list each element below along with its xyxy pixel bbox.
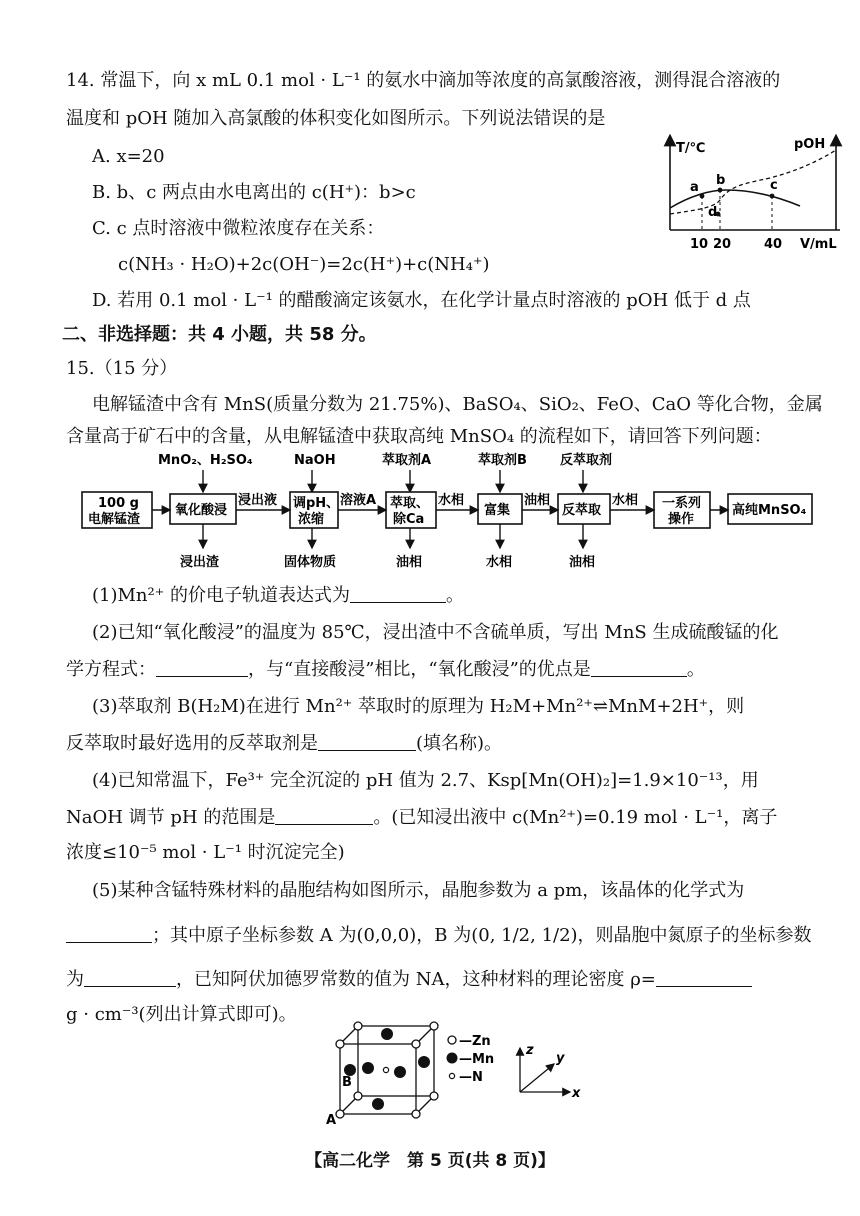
flow-out-solid: 固体物质 bbox=[284, 555, 337, 570]
answer-blank-4[interactable] bbox=[275, 804, 373, 825]
q15-header: 15.（15 分） bbox=[66, 358, 178, 379]
graph-y-left-label: T/℃ bbox=[676, 141, 706, 156]
titration-graph bbox=[660, 134, 852, 258]
flow-box-concentrate: 浓缩 bbox=[298, 512, 325, 527]
flow-out-oil-1: 油相 bbox=[396, 555, 423, 570]
q15-part3-line1: (3)萃取剂 B(H₂M)在进行 Mn²⁺ 萃取时的原理为 H₂M+Mn²⁺⇌MnM+2H⁺，则 bbox=[92, 696, 745, 717]
q15-part4-line2: NaOH 调节 pH 的范围是 。(已知浸出液中 c(Mn²⁺)=0.19 mol · L⁻¹，离子 bbox=[66, 804, 777, 831]
answer-blank-5a[interactable] bbox=[66, 922, 152, 943]
flow-box-product: 高纯MnSO₄ bbox=[732, 503, 807, 518]
graph-x-label: V/mL bbox=[800, 237, 837, 252]
q14-option-c-equation: c(NH₃ · H₂O)+2c(OH⁻)=2c(H⁺)+c(NH₄⁺) bbox=[118, 254, 490, 275]
q14-option-d: D. 若用 0.1 mol · L⁻¹ 的醋酸滴定该氨水，在化学计量点时溶液的 pOH 低于 d 点 bbox=[92, 290, 751, 311]
q15-part4-line3: 浓度≤10⁻⁵ mol · L⁻¹ 时沉淀完全) bbox=[66, 842, 345, 863]
cell-label-b: B bbox=[342, 1075, 352, 1090]
reagent-mno2-h2so4: MnO₂、H₂SO₄ bbox=[158, 453, 253, 468]
flow-arrow-aqueous-2: 水相 bbox=[612, 493, 639, 508]
flow-out-oil-2: 油相 bbox=[569, 555, 596, 570]
axis-z: z bbox=[526, 1043, 534, 1058]
flow-box-remove-ca: 除Ca bbox=[393, 512, 425, 527]
flow-arrow-aqueous-1: 水相 bbox=[438, 493, 465, 508]
q14-stem-line2: 温度和 pOH 随加入高氯酸的体积变化如图所示。下列说法错误的是 bbox=[66, 108, 606, 129]
legend-zn: —Zn bbox=[459, 1034, 491, 1049]
q14-option-a: A. x=20 bbox=[92, 146, 165, 167]
flow-box-oxidative-leach: 氧化酸浸 bbox=[175, 503, 228, 518]
answer-blank-5c[interactable] bbox=[656, 966, 752, 987]
flow-arrow-solution-a: 溶液A bbox=[340, 493, 377, 508]
flow-box-adjust-ph: 调pH、 bbox=[293, 496, 340, 511]
q15-part5-line4: g · cm⁻³(列出计算式即可)。 bbox=[66, 1004, 297, 1025]
flow-start-line2: 电解锰渣 bbox=[88, 512, 141, 527]
flow-out-aqueous: 水相 bbox=[486, 555, 513, 570]
process-flowchart bbox=[80, 452, 820, 576]
flow-box-series-ops-line1: 一系列 bbox=[662, 496, 702, 511]
flow-out-residue: 浸出渣 bbox=[180, 555, 220, 570]
answer-blank-2a[interactable] bbox=[156, 656, 248, 677]
q15-part2-line1: (2)已知“氧化酸浸”的温度为 85℃，浸出渣中不含硫单质，写出 MnS 生成硫酸锰的化 bbox=[92, 622, 779, 643]
graph-tick-40: 40 bbox=[764, 237, 783, 252]
flow-box-series-ops-line2: 操作 bbox=[668, 512, 695, 527]
answer-blank-3[interactable] bbox=[318, 730, 416, 751]
graph-point-a: a bbox=[690, 180, 699, 195]
q15-part5-line3: 为 ，已知阿伏加德罗常数的值为 NA，这种材料的理论密度 ρ= bbox=[66, 966, 752, 993]
cell-label-a: A bbox=[326, 1113, 337, 1128]
legend-mn: —Mn bbox=[459, 1052, 495, 1067]
section-title: 二、非选择题：共 4 小题，共 58 分。 bbox=[62, 324, 377, 345]
reagent-extractant-b: 萃取剂B bbox=[478, 453, 527, 468]
flow-box-extract: 萃取、 bbox=[390, 496, 430, 511]
flow-arrow-leachate: 浸出液 bbox=[238, 493, 278, 508]
graph-point-d: d bbox=[708, 205, 718, 220]
q15-part5-line2: ；其中原子坐标参数 A 为(0,0,0)，B 为(0, 1/2, 1/2)，则晶胞中氮原子的坐标参数 bbox=[66, 922, 812, 949]
q15-part4-line1: (4)已知常温下，Fe³⁺ 完全沉淀的 pH 值为 2.7、Ksp[Mn(OH)₂]=1.9×10⁻¹³，用 bbox=[92, 770, 759, 791]
q14-option-b: B. b、c 两点由水电离出的 c(H⁺)：b>c bbox=[92, 182, 416, 203]
graph-tick-20: 20 bbox=[713, 237, 732, 252]
reagent-back-extractant: 反萃取剂 bbox=[560, 453, 613, 468]
flow-start-line1: 100 g bbox=[98, 496, 139, 511]
answer-blank-2b[interactable] bbox=[591, 656, 687, 677]
q14-option-c: C. c 点时溶液中微粒浓度存在关系： bbox=[92, 218, 385, 239]
legend-n: —N bbox=[459, 1070, 483, 1085]
graph-y-right-label: pOH bbox=[794, 137, 826, 152]
graph-tick-10: 10 bbox=[690, 237, 709, 252]
q15-part1: (1)Mn²⁺ 的价电子轨道表达式为 。 bbox=[92, 582, 464, 609]
answer-blank-1[interactable] bbox=[350, 582, 446, 603]
answer-blank-5b[interactable] bbox=[84, 966, 176, 987]
graph-point-c: c bbox=[770, 178, 778, 193]
reagent-naoh: NaOH bbox=[294, 453, 336, 468]
flow-box-back-extract: 反萃取 bbox=[562, 503, 602, 518]
reagent-extractant-a: 萃取剂A bbox=[382, 453, 432, 468]
q15-intro-line1: 电解锰渣中含有 MnS(质量分数为 21.75%)、BaSO₄、SiO₂、FeO、CaO 等化合物，金属 bbox=[92, 394, 823, 415]
graph-point-b: b bbox=[716, 173, 726, 188]
q14-stem-line1: 14. 常温下，向 x mL 0.1 mol · L⁻¹ 的氨水中滴加等浓度的高氯酸溶液，测得混合溶液的 bbox=[66, 70, 781, 91]
axis-x: x bbox=[572, 1086, 581, 1101]
flow-box-enrich: 富集 bbox=[484, 503, 511, 518]
q15-part3-line2: 反萃取时最好选用的反萃取剂是 (填名称)。 bbox=[66, 730, 502, 757]
flow-arrow-oil: 油相 bbox=[524, 493, 551, 508]
page-footer: 【高二化学 第 5 页(共 8 页)】 bbox=[305, 1151, 555, 1171]
q15-intro-line2: 含量高于矿石中的含量，从电解锰渣中获取高纯 MnSO₄ 的流程如下，请回答下列问题： bbox=[66, 426, 772, 447]
q15-part5-line1: (5)某种含锰特殊材料的晶胞结构如图所示，晶胞参数为 a pm，该晶体的化学式为 bbox=[92, 880, 745, 901]
q15-part2-line2: 学方程式： ，与“直接酸浸”相比，“氧化酸浸”的优点是 。 bbox=[66, 656, 705, 683]
axis-y: y bbox=[556, 1051, 565, 1066]
unit-cell-figure bbox=[320, 1016, 590, 1128]
